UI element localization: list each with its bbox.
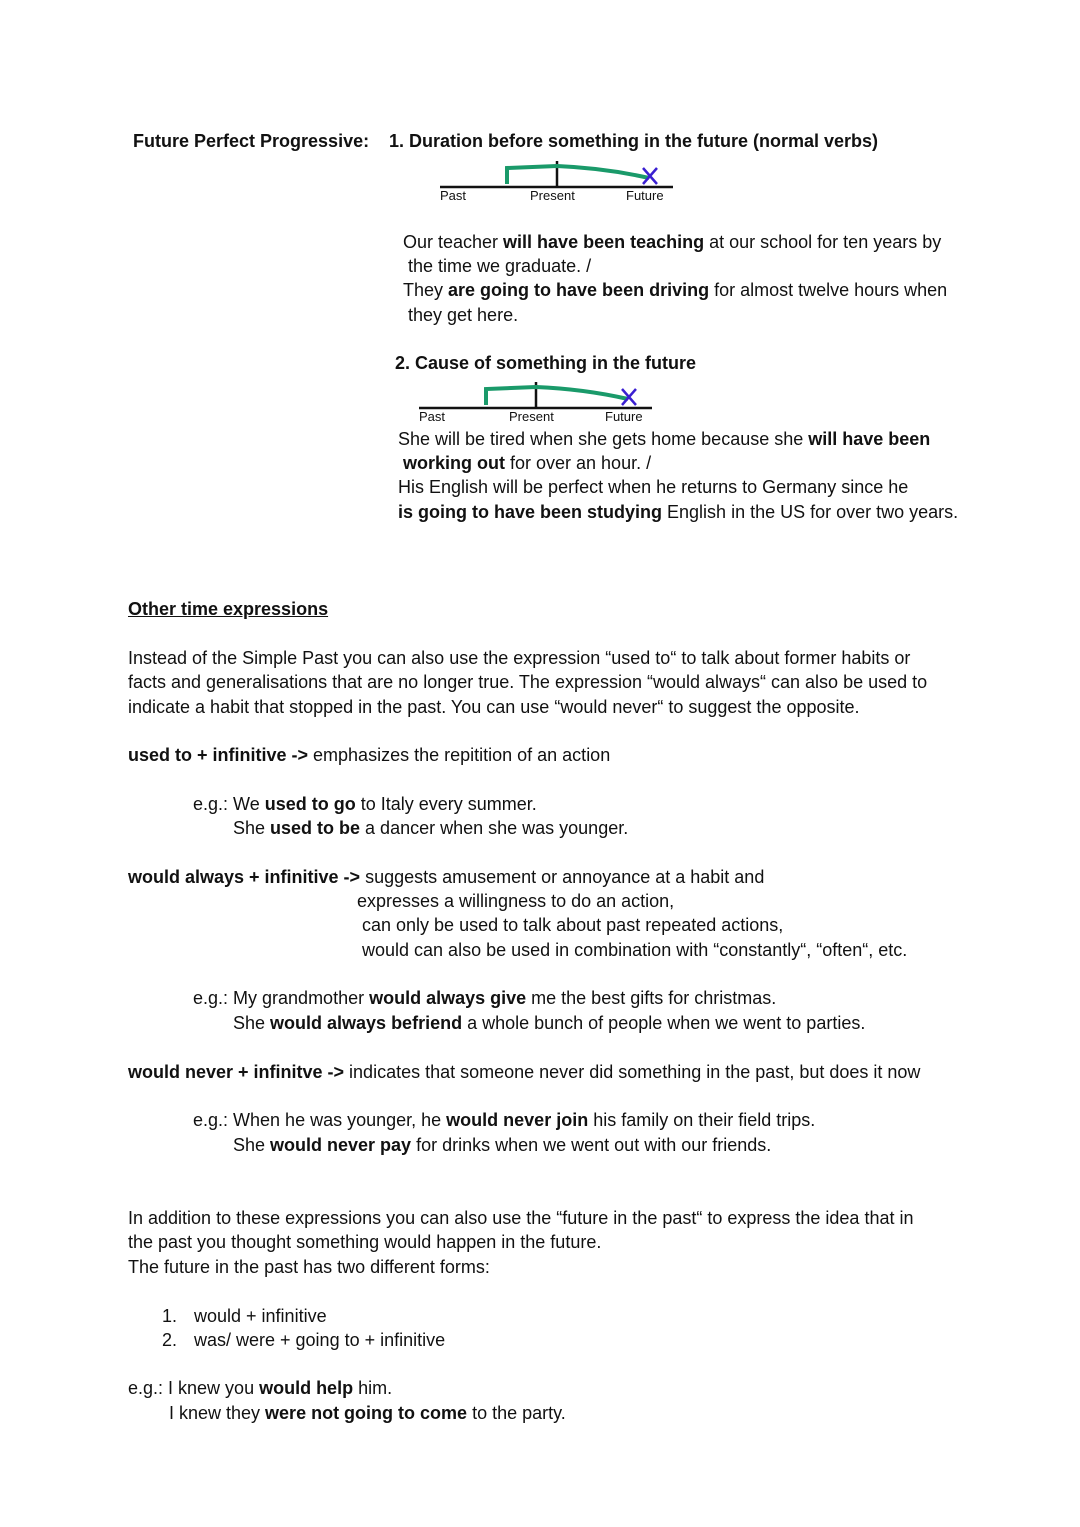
form-1-text: would + infinitive bbox=[194, 1306, 327, 1326]
used-to-rule: used to + infinitive -> emphasizes the repitition of an action bbox=[128, 745, 611, 765]
future-past-example-2: I knew they were not going to come to the party. bbox=[169, 1403, 566, 1423]
timeline-1-future-x-icon bbox=[643, 168, 657, 184]
timeline-2-duration-span bbox=[486, 387, 628, 405]
intro-line-3: indicate a habit that stopped in the past. You can use “would never“ to suggest the opposite. bbox=[128, 697, 860, 717]
use2-heading: 2. Cause of something in the future bbox=[395, 353, 697, 373]
use1-example1-line2: the time we graduate. / bbox=[408, 256, 592, 276]
intro-line-2: facts and generalisations that are no longer true. The expression “would always“ can also be used to bbox=[128, 672, 928, 692]
use1-heading: 1. Duration before something in the future (normal verbs) bbox=[389, 131, 879, 151]
form-2-number: 2. bbox=[162, 1330, 178, 1350]
future-past-line-1: In addition to these expressions you can also use the “future in the past“ to express the idea that in bbox=[128, 1208, 914, 1228]
use1-example2-line1: They are going to have been driving for almost twelve hours when bbox=[403, 280, 948, 300]
future-past-line-2: the past you thought something would happen in the future. bbox=[128, 1232, 602, 1252]
form-1-number: 1. bbox=[162, 1306, 178, 1326]
use1-example2-line2: they get here. bbox=[408, 305, 519, 325]
timeline-2-future-x-icon bbox=[622, 389, 636, 405]
timeline-1-past-label: Past bbox=[440, 188, 467, 203]
use2-example1-line1: She will be tired when she gets home because she will have been bbox=[398, 429, 931, 449]
timeline-2-present-label: Present bbox=[509, 409, 554, 424]
would-always-example-2: She would always befriend a whole bunch of people when we went to parties. bbox=[233, 1013, 866, 1033]
would-always-example-1: e.g.: My grandmother would always give me the best gifts for christmas. bbox=[193, 988, 777, 1008]
timeline-2-future-label: Future bbox=[605, 409, 643, 424]
used-to-example-2: She used to be a dancer when she was younger. bbox=[233, 818, 629, 838]
intro-line-1: Instead of the Simple Past you can also use the expression “used to“ to talk about former habits or bbox=[128, 648, 911, 668]
section-title-other-time-expressions: Other time expressions bbox=[128, 599, 329, 619]
would-never-example-1: e.g.: When he was younger, he would never join his family on their field trips. bbox=[193, 1110, 816, 1130]
use1-example1-line1: Our teacher will have been teaching at our school for ten years by bbox=[403, 232, 942, 252]
use2-example2-line1: His English will be perfect when he returns to Germany since he bbox=[398, 477, 909, 497]
timeline-1-present-label: Present bbox=[530, 188, 575, 203]
future-past-line-3: The future in the past has two different forms: bbox=[128, 1257, 490, 1277]
section-title-future-perfect-progressive: Future Perfect Progressive: bbox=[133, 131, 370, 151]
use2-example2-line2: is going to have been studying English in the US for over two years. bbox=[398, 502, 959, 522]
form-2-text: was/ were + going to + infinitive bbox=[194, 1330, 446, 1350]
would-never-rule: would never + infinitve -> indicates that someone never did something in the past, but does it now bbox=[128, 1062, 921, 1082]
would-always-rule-line-4: would can also be used in combination with “constantly“, “often“, etc. bbox=[362, 940, 908, 960]
would-always-rule-line-3: can only be used to talk about past repeated actions, bbox=[362, 915, 784, 935]
timeline-1-duration-span bbox=[507, 166, 649, 184]
future-past-example-1: e.g.: I knew you would help him. bbox=[128, 1378, 393, 1398]
used-to-example-1: e.g.: We used to go to Italy every summer. bbox=[193, 794, 537, 814]
would-always-rule: would always + infinitive -> suggests amusement or annoyance at a habit and bbox=[128, 867, 765, 887]
would-always-rule-line-2: expresses a willingness to do an action, bbox=[357, 891, 675, 911]
timeline-1-future-label: Future bbox=[626, 188, 664, 203]
use2-example1-line2: working out for over an hour. / bbox=[403, 453, 652, 473]
timeline-2-past-label: Past bbox=[419, 409, 446, 424]
would-never-example-2: She would never pay for drinks when we went out with our friends. bbox=[233, 1135, 772, 1155]
